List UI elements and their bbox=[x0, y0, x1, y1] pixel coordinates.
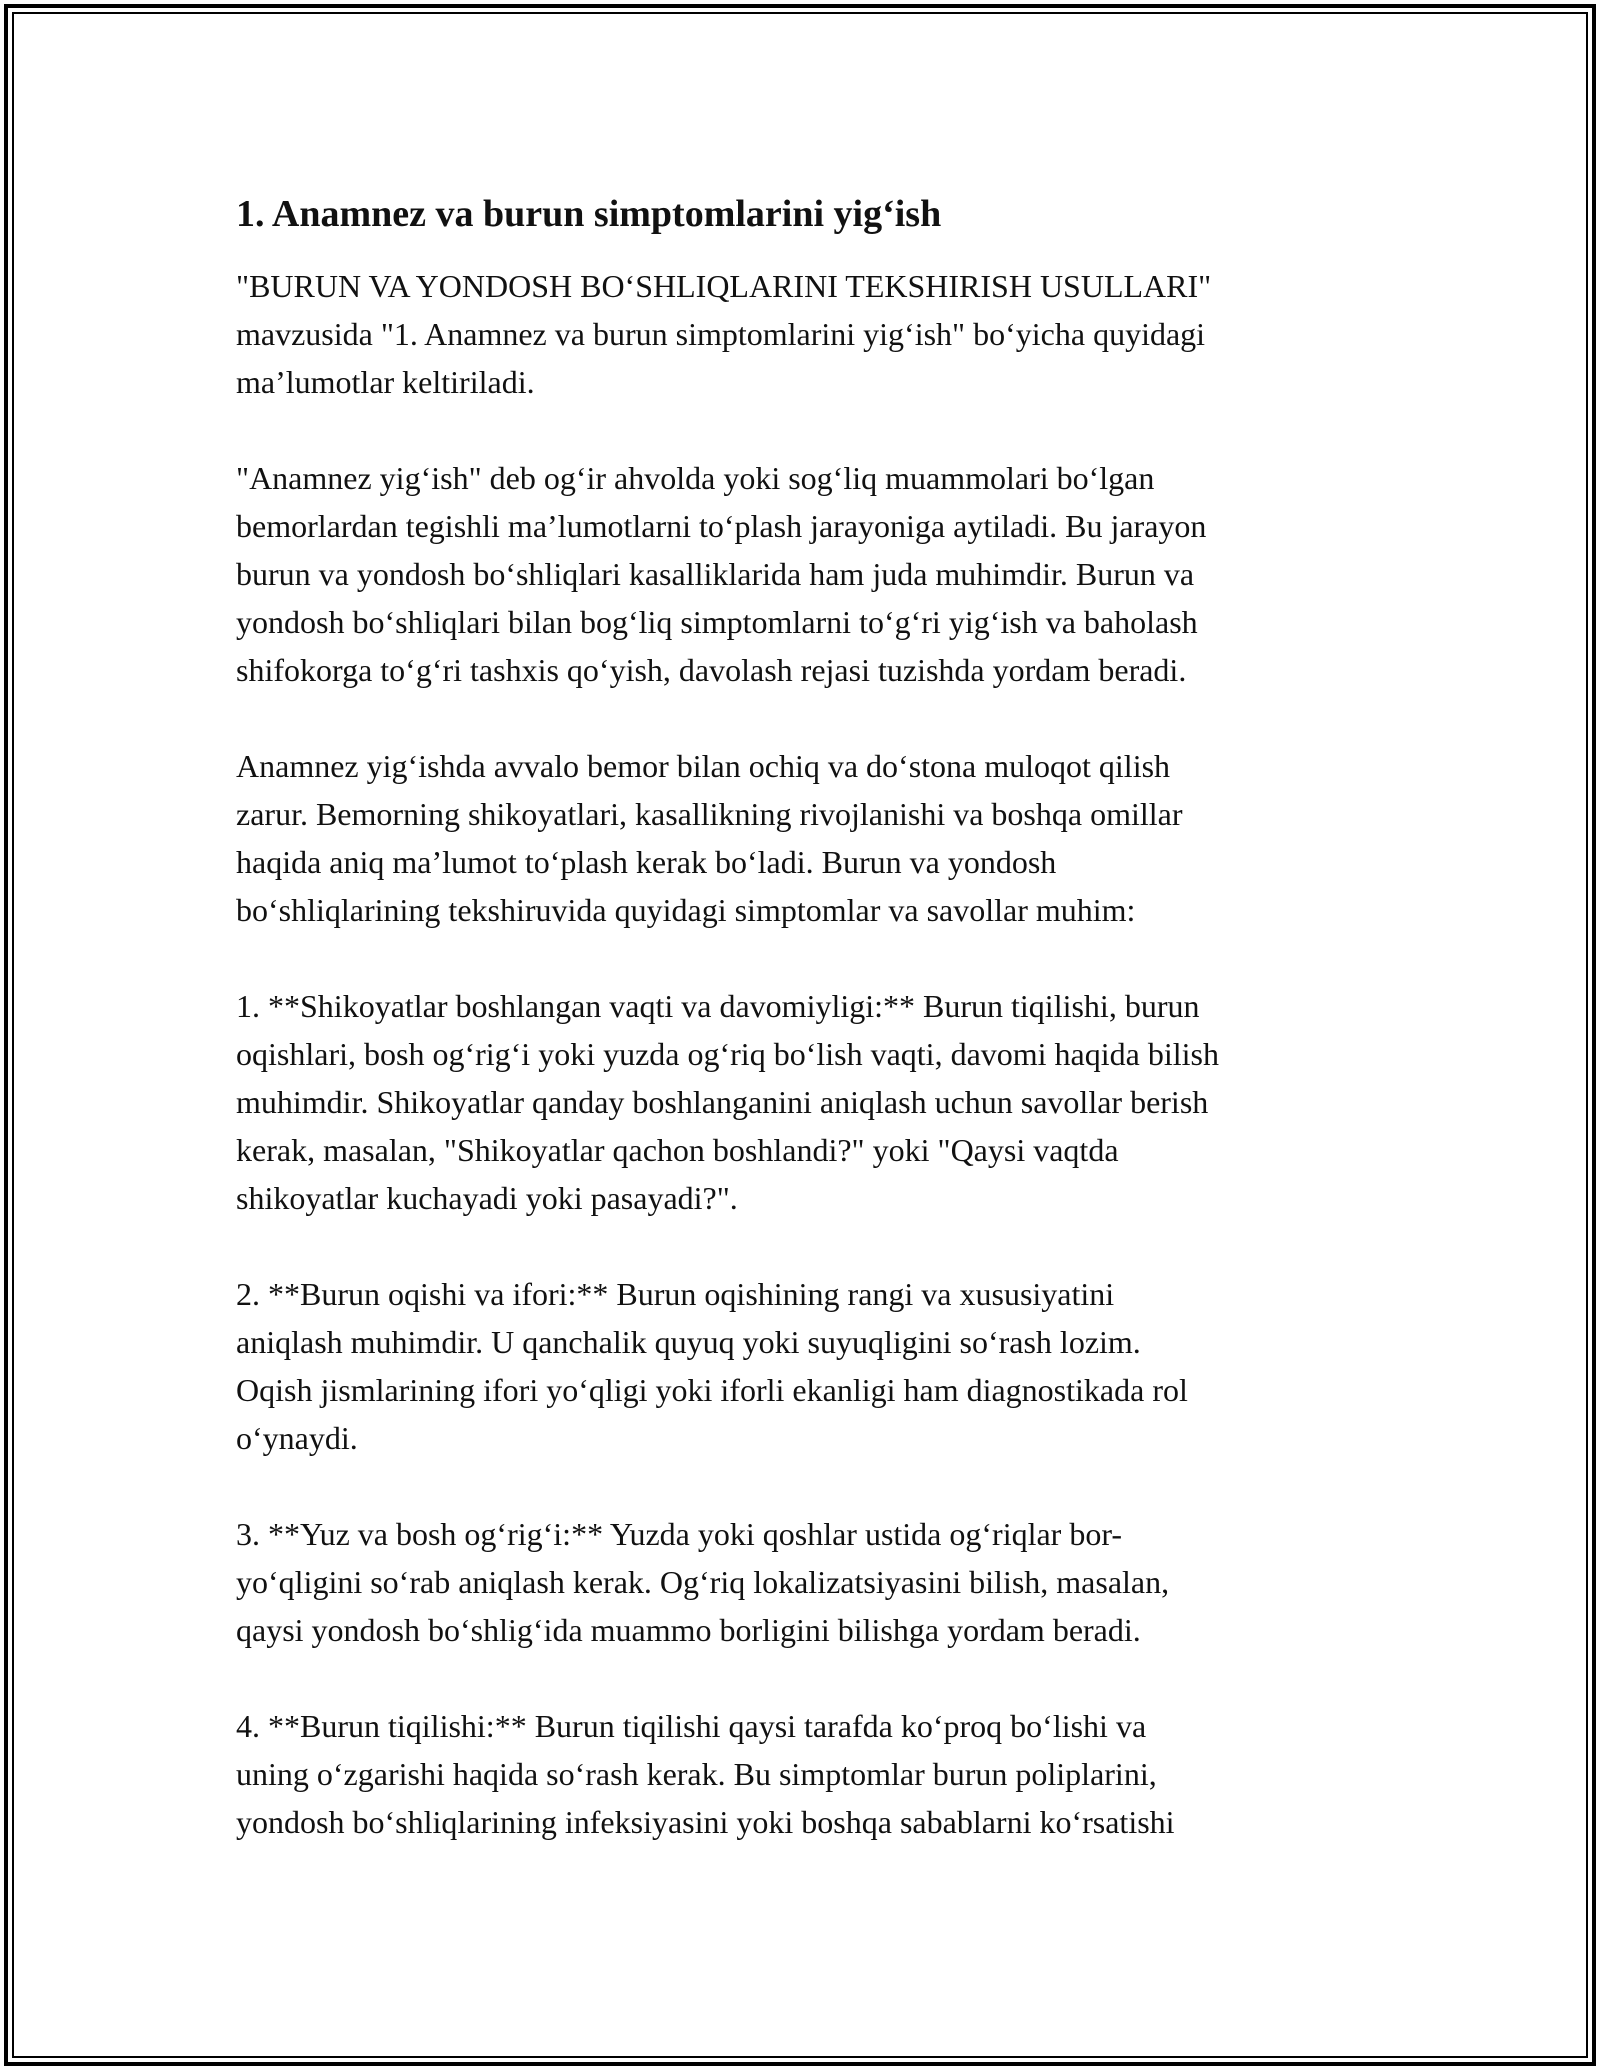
list-item-nasal-discharge: 2. **Burun oqishi va ifori:** Burun oqishining rangi va xususiyatini aniqlash muhimdir. U qanchalik quyuq yoki suyuqligini so‘rash lozim. Oqish jismlarining ifori yo‘qligi yoki iforli ekanligi ham diagnostikada rol o‘ynaydi. bbox=[236, 1276, 1188, 1456]
list-item-complaints-onset: 1. **Shikoyatlar boshlangan vaqti va davomiyligi:** Burun tiqilishi, burun oqishlari, bosh og‘rig‘i yoki yuzda og‘riq bo‘lish vaqti, davomi haqida bilish muhimdir. Shikoyatlar qanday boshlanganini aniqlash uchun savollar berish kerak, masalan, "Shikoyatlar qachon boshlandi?" yoki "Qaysi vaqtda shikoyatlar kuchayadi yoki pasayadi?". bbox=[236, 988, 1219, 1216]
document-body bbox=[236, 186, 1386, 1894]
paragraph-intro: "BURUN VA YONDOSH BO‘SHLIQLARINI TEKSHIRISH USULLARI" mavzusida "1. Anamnez va burun simptomlarini yig‘ish" bo‘yicha quyidagi ma’lumotlar keltiriladi. bbox=[236, 268, 1212, 400]
paragraph-approach: Anamnez yig‘ishda avvalo bemor bilan ochiq va do‘stona muloqot qilish zarur. Bemorning shikoyatlari, kasallikning rivojlanishi va boshqa omillar haqida aniq ma’lumot to‘plash kerak bo‘ladi. Burun va yondosh bo‘shliqlarining tekshiruvida quyidagi simptomlar va savollar muhim: bbox=[236, 748, 1183, 928]
list-item-face-headache: 3. **Yuz va bosh og‘rig‘i:** Yuzda yoki qoshlar ustida og‘riqlar bor- yo‘qligini so‘rab aniqlash kerak. Og‘riq lokalizatsiyasini bilish, masalan, qaysi yondosh bo‘shlig‘ida muammo borligini bilishga yordam beradi. bbox=[236, 1516, 1170, 1648]
section-heading: 1. Anamnez va burun simptomlarini yig‘ish bbox=[236, 193, 942, 235]
list-item-nasal-congestion: 4. **Burun tiqilishi:** Burun tiqilishi qaysi tarafda ko‘proq bo‘lishi va uning o‘zgarishi haqida so‘rash kerak. Bu simptomlar burun poliplarini, yondosh bo‘shliqlarining infeksiyasini yoki boshqa sabablarni ko‘rsatishi bbox=[236, 1708, 1175, 1840]
paragraph-definition: "Anamnez yig‘ish" deb og‘ir ahvolda yoki sog‘liq muammolari bo‘lgan bemorlardan tegishli ma’lumotlarni to‘plash jarayoniga aytiladi. Bu jarayon burun va yondosh bo‘shliqlari kasalliklarida ham juda muhimdir. Burun va yondosh bo‘shliqlari bilan bog‘liq simptomlarni to‘g‘ri yig‘ish va baholash shifokorga to‘g‘ri tashxis qo‘yish, davolash rejasi tuzishda yordam beradi. bbox=[236, 460, 1207, 688]
